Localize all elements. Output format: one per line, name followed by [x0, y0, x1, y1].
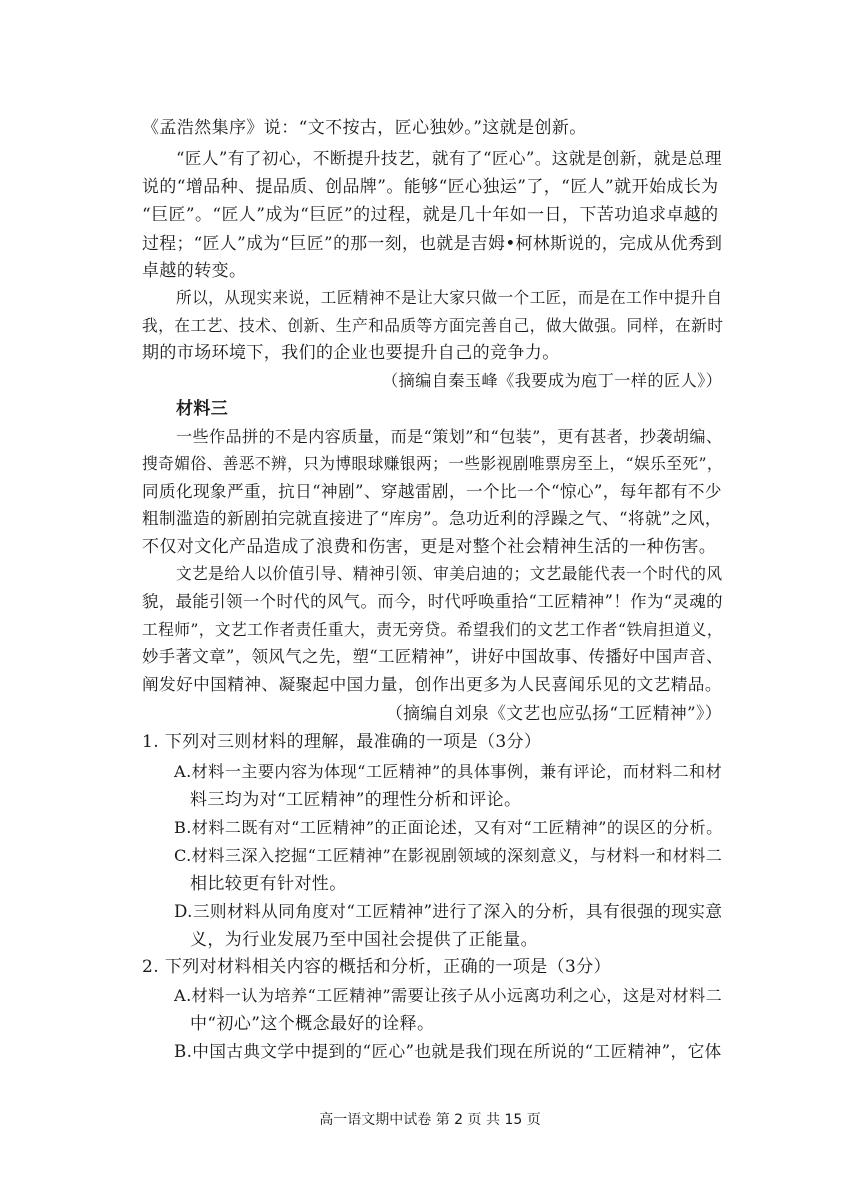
text-line: 妙手著文章”，领风气之先，塑“工匠精神”，讲好中国故事、传播好中国声音、 — [142, 647, 723, 666]
text-line: 中“初心”这个概念最好的诠释。 — [190, 1014, 435, 1034]
text-line: 文艺是给人以价值引导、精神引领、审美启迪的；文艺最能代表一个时代的风 — [176, 564, 723, 583]
text-line: 貌，最能引领一个时代的风气。而今，时代呼唤重拾“工匠精神”！作为“灵魂的 — [142, 592, 723, 611]
text-line: 搜奇媚俗、善恶不辨，只为博眼球赚银两；一些影视剧唯票房至上，“娱乐至死”， — [142, 454, 724, 473]
text-line: 所以，从现实来说，工匠精神不是让大家只做一个工匠，而是在工作中提升自 — [176, 288, 723, 307]
option-c: C.材料三深入挖掘“工匠精神”在影视剧领域的深刻意义，与材料一和材料二 — [174, 846, 723, 865]
page-footer: 高一语文期中试卷 第 2 页 共 15 页 — [319, 1112, 541, 1128]
text-line: “匠人”有了初心，不断提升技艺，就有了“匠心”。这就是创新，就是总理 — [176, 149, 722, 168]
text-line: 同质化现象严重，抗日“神剧”、穿越雷剧，一个比一个“惊心”，每年都有不少 — [142, 482, 722, 501]
text-line: 相比较更有针对性。 — [190, 874, 347, 894]
text-line: 不仅对文化产品造成了浪费和伤害，更是对整个社会精神生活的一种伤害。 — [142, 537, 717, 557]
option-a: A.材料一认为培养“工匠精神”需要让孩子从小远离功利之心，这是对材料二 — [174, 986, 723, 1005]
text-line: 义，为行业发展乃至中国社会提供了正能量。 — [190, 930, 538, 950]
text-line: 料三均为对“工匠精神”的理性分析和评论。 — [190, 790, 522, 810]
text-line: 工程师”，文艺工作者责任重大，责无旁贷。希望我们的文艺工作者“铁肩担道义， — [142, 620, 724, 639]
option-a: A.材料一主要内容为体现“工匠精神”的具体事例，兼有评论，而材料二和材 — [174, 762, 723, 781]
question-stem: 2. 下列对材料相关内容的概括和分析，正确的一项是（3分） — [142, 957, 612, 977]
text-line: 《孟浩然集序》说：“文不按古，匠心独妙。”这就是创新。 — [142, 118, 587, 138]
source-citation: （摘编自刘泉《文艺也应弘扬“工匠精神”》） — [386, 703, 723, 723]
text-line: 说的“增品种、提品质、创品牌”。能够“匠心独运”了，“匠人”就开始成长为 — [142, 177, 719, 197]
question-stem: 1. 下列对三则材料的理解，最准确的一项是（3分） — [142, 732, 542, 752]
option-b: B.材料二既有对“工匠精神”的正面论述，又有对“工匠精神”的误区的分析。 — [174, 818, 723, 837]
option-b: B.中国古典文学中提到的“匠心”也就是我们现在所说的“工匠精神”，它体 — [174, 1042, 722, 1061]
text-line: 卓越的转变。 — [142, 261, 247, 281]
text-line: 阐发好中国精神、凝聚起中国力量，创作出更多为人民喜闻乐见的文艺精品。 — [142, 675, 722, 694]
source-citation: （摘编自秦玉峰《我要成为庖丁一样的匠人》） — [382, 371, 723, 390]
text-line: 一些作品拼的不是内容质量，而是“策划”和“包装”，更有甚者，抄袭胡编、 — [176, 427, 723, 446]
text-line: 我，在工艺、技术、创新、生产和品质等方面完善自己，做大做强。同样，在新时 — [142, 316, 724, 335]
text-line: “巨匠”。“匠人”成为“巨匠”的过程，就是几十年如一日，下苦功追求卓越的 — [142, 205, 719, 225]
section-heading: 材料三 — [176, 399, 229, 419]
text-line: 期的市场环境下，我们的企业也要提升自己的竞争力。 — [142, 343, 560, 363]
text-line: 粗制滥造的新剧拍完就直接进了“库房”。急功近利的浮躁之气、“将就”之风， — [142, 509, 722, 528]
text-line: 过程；“匠人”成为“巨匠”的那一刻，也就是吉姆•柯林斯说的，完成从优秀到 — [142, 233, 723, 253]
option-d: D.三则材料从同角度对“工匠精神”进行了深入的分析，具有很强的现实意 — [174, 902, 723, 921]
